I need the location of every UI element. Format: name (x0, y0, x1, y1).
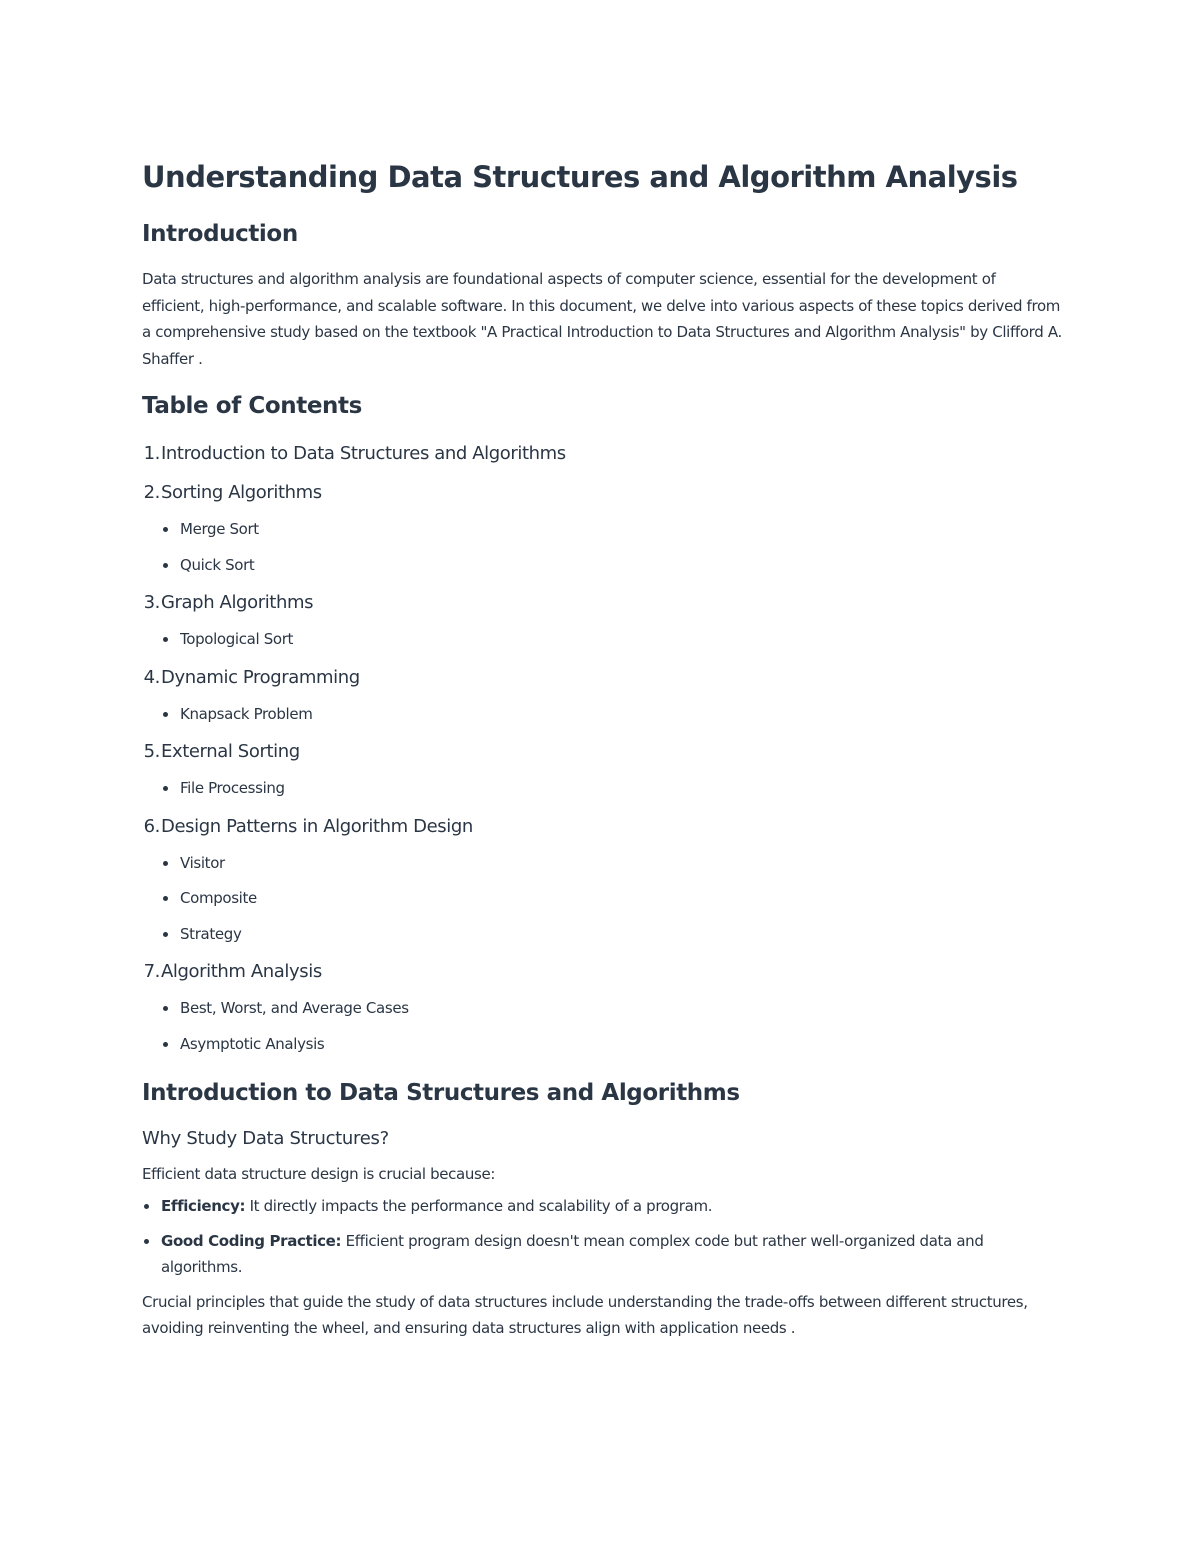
toc-sublist (142, 846, 1062, 953)
toc-subitem-label: Strategy (180, 924, 242, 943)
introduction-heading: Introduction (142, 221, 298, 247)
toc-item-label: Design Patterns in Algorithm Design (161, 815, 473, 837)
bullet-icon (163, 563, 168, 568)
toc-subitem-label: Best, Worst, and Average Cases (180, 999, 409, 1017)
document-title: Understanding Data Structures and Algorithm Analysis (142, 160, 1018, 194)
toc-item-label: Dynamic Programming (161, 666, 360, 688)
toc-item-number: 3 . (142, 583, 160, 622)
toc-item-number: 6 . (142, 807, 160, 846)
toc-item-number: 5 . (142, 732, 160, 771)
toc-sublist (142, 622, 1062, 658)
toc-entry (142, 583, 1062, 658)
reason-item (161, 1193, 1062, 1220)
toc-item-number: 2 . (142, 473, 160, 512)
bullet-icon (163, 527, 168, 532)
toc-subitem (180, 917, 1062, 953)
toc-item-label: Graph Algorithms (161, 592, 314, 613)
reason-text: Efficient program design doesn't mean complex code but rather well-organized data and algorithms. (161, 1231, 984, 1276)
toc-entry (142, 732, 1062, 807)
section-subheading: Why Study Data Structures? (142, 1128, 389, 1149)
toc-entry (142, 807, 1062, 953)
toc-subitem-label: Visitor (180, 853, 225, 872)
toc-sublist (142, 991, 1062, 1062)
toc-item (142, 658, 1062, 697)
toc-item (142, 732, 1062, 771)
toc-item (142, 807, 1062, 846)
toc-subitem-label: Composite (180, 889, 257, 907)
closing-paragraph: Crucial principles that guide the study of data structures include understanding the trade-offs between different structures, avoiding reinventing the wheel, and ensuring data structures align with application needs . (142, 1292, 1028, 1337)
toc-sublist (142, 771, 1062, 807)
toc-sublist (142, 697, 1062, 733)
toc-subitem (180, 697, 1062, 733)
reason-text: It directly impacts the performance and scalability of a program. (245, 1197, 713, 1215)
toc-subitem (180, 846, 1062, 882)
introduction-paragraph: Data structures and algorithm analysis are foundational aspects of computer science, essential for the development of efficient, high-performance, and scalable software. In this document, we delve into various aspects of these topics derived from a comprehensive study based on the textbook "A Practical Introduction to Data Structures and Algorithm Analysis" by Clifford A. Shaffer . (142, 270, 1062, 368)
bullet-icon (163, 786, 168, 791)
reason-term: Good Coding Practice: (161, 1231, 342, 1250)
toc-entry (142, 658, 1062, 733)
section-lead: Efficient data structure design is crucial because: (142, 1165, 496, 1183)
toc-item (142, 952, 1062, 991)
toc-item-label: Algorithm Analysis (161, 961, 322, 982)
document-content (142, 150, 1062, 1342)
bullet-icon (163, 712, 168, 717)
toc-entry (142, 473, 1062, 583)
reason-item (161, 1228, 1062, 1281)
section-heading: Introduction to Data Structures and Algorithms (142, 1080, 740, 1106)
toc-item-label: Introduction to Data Structures and Algorithms (161, 443, 566, 464)
reason-term: Efficiency: (161, 1197, 246, 1215)
toc-entry (142, 434, 1062, 473)
toc-item-number: 7 . (142, 952, 160, 991)
reasons-list (142, 1193, 1062, 1281)
toc-subitem-label: Asymptotic Analysis (180, 1034, 325, 1053)
toc-item-number: 4 . (142, 658, 160, 697)
toc-heading: Table of Contents (142, 393, 362, 419)
toc-item-number: 1 . (142, 434, 160, 473)
toc-subitem (180, 1027, 1062, 1063)
toc-subitem-label: Knapsack Problem (180, 704, 313, 723)
toc-subitem-label: Merge Sort (180, 520, 259, 538)
bullet-icon (144, 1204, 149, 1209)
toc-subitem (180, 991, 1062, 1027)
bullet-icon (163, 896, 168, 901)
bullet-icon (163, 932, 168, 937)
toc-entry (142, 952, 1062, 1062)
toc-subitem-label: Quick Sort (180, 555, 255, 574)
toc-subitem (180, 771, 1062, 807)
toc-item (142, 434, 1062, 473)
toc-item-label: Sorting Algorithms (161, 482, 322, 503)
toc-item-label: External Sorting (161, 741, 300, 762)
toc-subitem-label: File Processing (180, 779, 285, 797)
table-of-contents (142, 434, 1062, 1062)
toc-subitem (180, 512, 1062, 548)
bullet-icon (163, 1006, 168, 1011)
toc-subitem-label: Topological Sort (180, 630, 294, 648)
bullet-icon (163, 637, 168, 642)
toc-subitem (180, 622, 1062, 658)
bullet-icon (144, 1239, 149, 1244)
toc-sublist (142, 512, 1062, 583)
toc-subitem (180, 548, 1062, 584)
bullet-icon (163, 1042, 168, 1047)
toc-item (142, 473, 1062, 512)
toc-subitem (180, 881, 1062, 917)
toc-item (142, 583, 1062, 622)
bullet-icon (163, 861, 168, 866)
